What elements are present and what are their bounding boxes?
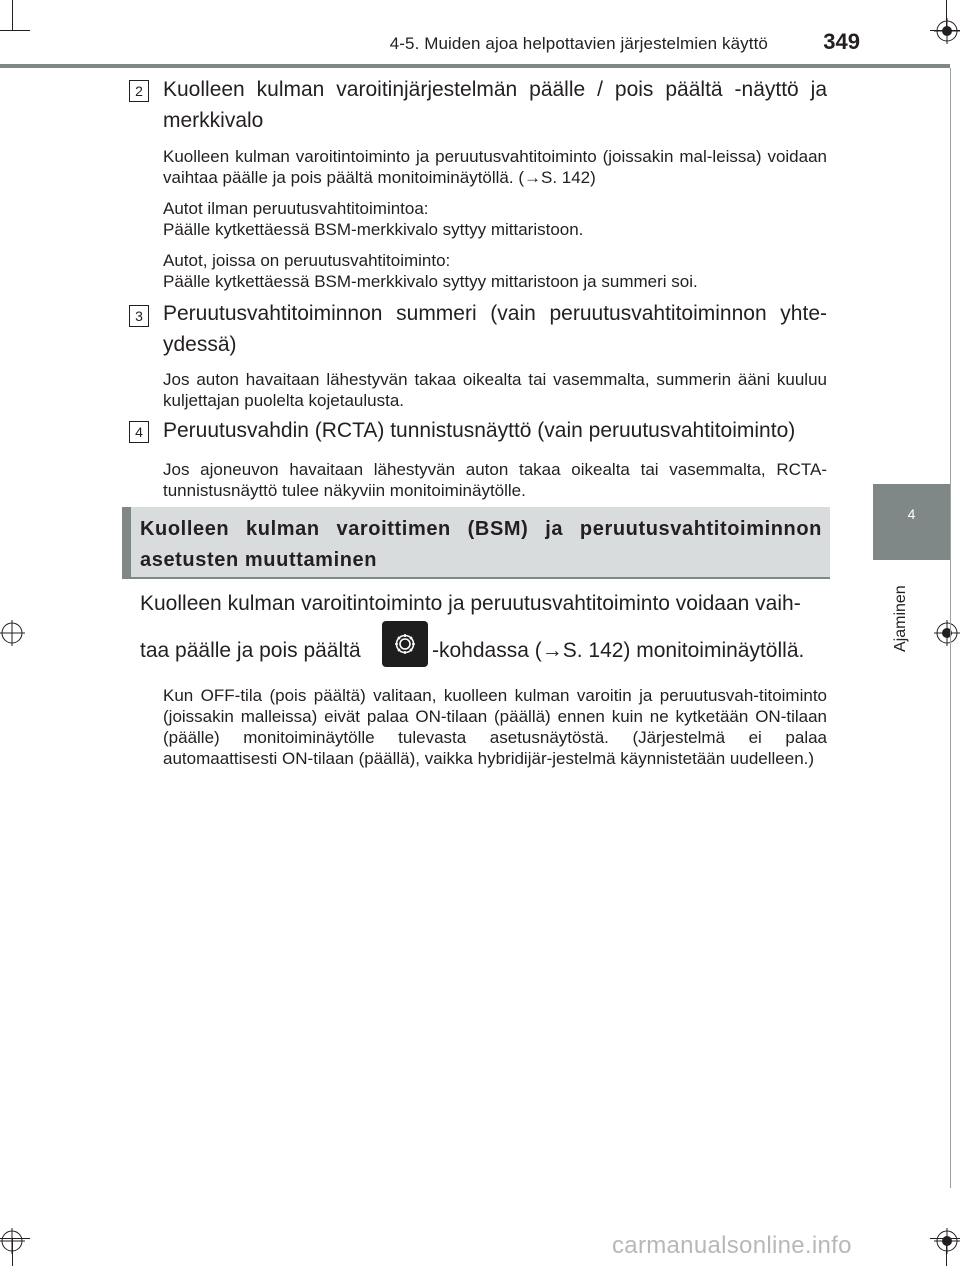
item-paragraph: Jos auton havaitaan lähestyvän takaa oikealta tai vasemmalta, summerin ääni kuuluu kuljettajan puolelta kojetaulusta. xyxy=(163,370,827,410)
registration-mark-icon xyxy=(0,620,25,646)
registration-mark-icon xyxy=(0,1228,25,1254)
item-paragraph: Jos ajoneuvon havaitaan lähestyvän auton takaa oikealta tai vasemmalta, RCTA-tunnistusnäyttö tulee näkyviin monitoiminäytölle. xyxy=(163,460,827,500)
item-heading: Kuolleen kulman varoitinjärjestelmän päälle / pois päältä -näyttö ja merkkivalo xyxy=(163,78,827,132)
section-banner-accent xyxy=(122,507,131,579)
item-heading: Peruutusvahdin (RCTA) tunnistusnäyttö (vain peruutusvahtitoiminto) xyxy=(163,419,796,442)
item-paragraph: Autot ilman peruutusvahtitoimintoa: xyxy=(163,199,429,218)
item-heading: Peruutusvahtitoiminnon summeri (vain peruutusvahtitoiminnon yhte-ydessä) xyxy=(163,302,827,356)
watermark: carmanualsonline.info xyxy=(612,1232,852,1259)
registration-mark-icon xyxy=(934,18,960,44)
page-number: 349 xyxy=(823,29,860,54)
item-paragraph: Kuolleen kulman varoitintoiminto ja peruutusvahtitoiminto (joissakin mal-leissa) voidaan vaihtaa päälle ja pois päältä monitoiminäytöllä. (→S. 142) xyxy=(163,147,827,187)
gear-icon xyxy=(382,621,428,667)
chapter-tab-label-text: Ajaminen xyxy=(892,585,909,652)
item-paragraph: Päälle kytkettäessä BSM-merkkivalo syttyy mittaristoon ja summeri soi. xyxy=(163,272,698,291)
item-paragraph: Autot, joissa on peruutusvahtitoiminto: xyxy=(163,251,451,270)
section-title: Kuolleen kulman varoittimen (BSM) ja peruutusvahtitoiminnon asetusten muuttaminen xyxy=(140,518,822,571)
item-number-badge: 4 xyxy=(129,421,149,443)
item-number-badge: 2 xyxy=(129,80,149,102)
header-rule xyxy=(0,64,950,68)
running-header-title: 4-5. Muiden ajoa helpottavien järjestelmien käyttö xyxy=(389,34,768,53)
crop-mark xyxy=(12,0,13,30)
section-intro-line: Kuolleen kulman varoitintoiminto ja peruutusvahtitoiminto voidaan vaih- xyxy=(140,592,801,615)
item-number-badge: 3 xyxy=(129,305,149,327)
chapter-tab-label xyxy=(892,585,952,662)
section-note: Kun OFF-tila (pois päältä) valitaan, kuolleen kulman varoitin ja peruutusvah-titoiminto (joissakin malleissa) eivät palaa ON-tilaan (päällä) ennen kuin ne kytketään ON-tilaan (päälle) monitoiminäytölle tulevasta asetusnäytöstä. (Järjestelmä ei palaa automaattisesti ON-tilaan (päällä), vaikka hybridijär-jestelmä käynnistetään uudelleen.) xyxy=(163,686,827,768)
registration-mark-icon xyxy=(934,1228,960,1254)
section-intro-line: taa päälle ja pois päältä xyxy=(140,639,361,662)
item-paragraph: Päälle kytkettäessä BSM-merkkivalo syttyy mittaristoon. xyxy=(163,220,584,239)
chapter-tab-number: 4 xyxy=(873,484,950,560)
gear-icon-graphic xyxy=(382,621,428,667)
crop-mark xyxy=(0,30,30,31)
section-intro-line: -kohdassa (→S. 142) monitoiminäytöllä. xyxy=(432,639,805,662)
